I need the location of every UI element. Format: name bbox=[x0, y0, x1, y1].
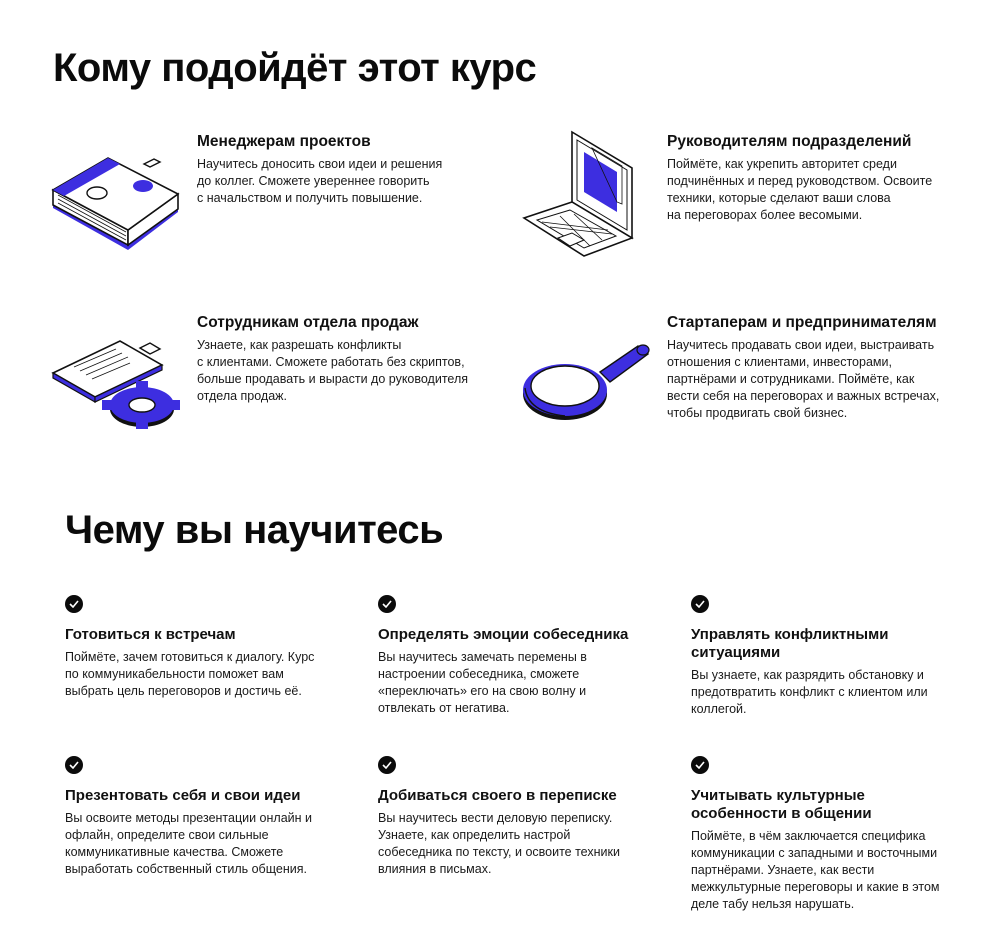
check-icon bbox=[378, 595, 396, 613]
learn-text-3: Вы узнаете, как разрядить обстановку и предотвратить конфликт с клиентом или коллегой. bbox=[691, 668, 928, 716]
magnifier-icon bbox=[520, 340, 655, 430]
check-icon bbox=[691, 595, 709, 613]
check-icon bbox=[65, 595, 83, 613]
audience-title-2: Руководителям подразделений bbox=[667, 133, 912, 150]
learn-text-5: Вы научитесь вести деловую переписку. Узнаете, как определить настрой собеседника по тексту, и освоите техники влияния в письмах. bbox=[378, 811, 620, 876]
laptop-icon bbox=[522, 130, 662, 260]
check-icon bbox=[378, 756, 396, 774]
audience-text-2: Поймёте, как укрепить авторитет среди подчинённых и перед руководством. Освоите техники, которые сделают ваши слова на переговорах более весомыми. bbox=[667, 157, 933, 222]
audience-text-4: Научитесь продавать свои идеи, выстраивать отношения с клиентами, инвесторами, партнёрами и сотрудниками. Поймёте, как вести себя на переговорах и важных встречах, чтобы продвигать свой бизнес. bbox=[667, 338, 940, 420]
clipboard-gear-icon bbox=[50, 335, 180, 435]
audience-text-1: Научитесь доносить свои идеи и решения до коллег. Сможете увереннее говорить с начальством и получить повышение. bbox=[197, 157, 443, 205]
check-icon bbox=[65, 756, 83, 774]
audience-heading: Кому подойдёт этот курс bbox=[53, 46, 537, 90]
learn-title-4: Презентовать себя и свои идеи bbox=[65, 787, 301, 804]
audience-title-4: Стартаперам и предпринимателям bbox=[667, 314, 937, 331]
check-icon bbox=[691, 756, 709, 774]
learn-title-2: Определять эмоции собеседника bbox=[378, 626, 629, 643]
audience-title-3: Сотрудникам отдела продаж bbox=[197, 314, 419, 331]
learn-title-5: Добиваться своего в переписке bbox=[378, 787, 617, 804]
audience-title-1: Менеджерам проектов bbox=[197, 133, 371, 150]
learn-text-2: Вы научитесь замечать перемены в настроении собеседника, сможете «переключать» его на свою волну и отвлекать от негатива. bbox=[378, 650, 587, 715]
learn-title-3: Управлять конфликтными ситуациями bbox=[691, 626, 889, 661]
book-icon bbox=[50, 150, 185, 255]
learn-text-6: Поймёте, в чём заключается специфика коммуникации с западными и восточными партнёрами. Узнаете, как вести межкультурные переговоры и какие в этом деле табу нельзя нарушать. bbox=[691, 829, 940, 911]
audience-text-3: Узнаете, как разрешать конфликты с клиентами. Сможете работать без скриптов, больше продавать и вырасти до руководителя отдела продаж. bbox=[197, 338, 469, 403]
learn-text-1: Поймёте, зачем готовиться к диалогу. Курс по коммуникабельности поможет вам выбрать цель переговоров и достичь её. bbox=[65, 650, 315, 698]
learn-text-4: Вы освоите методы презентации онлайн и офлайн, определите свои сильные коммуникативные качества. Сможете выработать собственный стиль общения. bbox=[65, 811, 313, 876]
learn-title-1: Готовиться к встречам bbox=[65, 626, 236, 643]
learn-heading: Чему вы научитесь bbox=[65, 508, 444, 552]
learn-title-6: Учитывать культурные особенности в общении bbox=[691, 787, 872, 822]
